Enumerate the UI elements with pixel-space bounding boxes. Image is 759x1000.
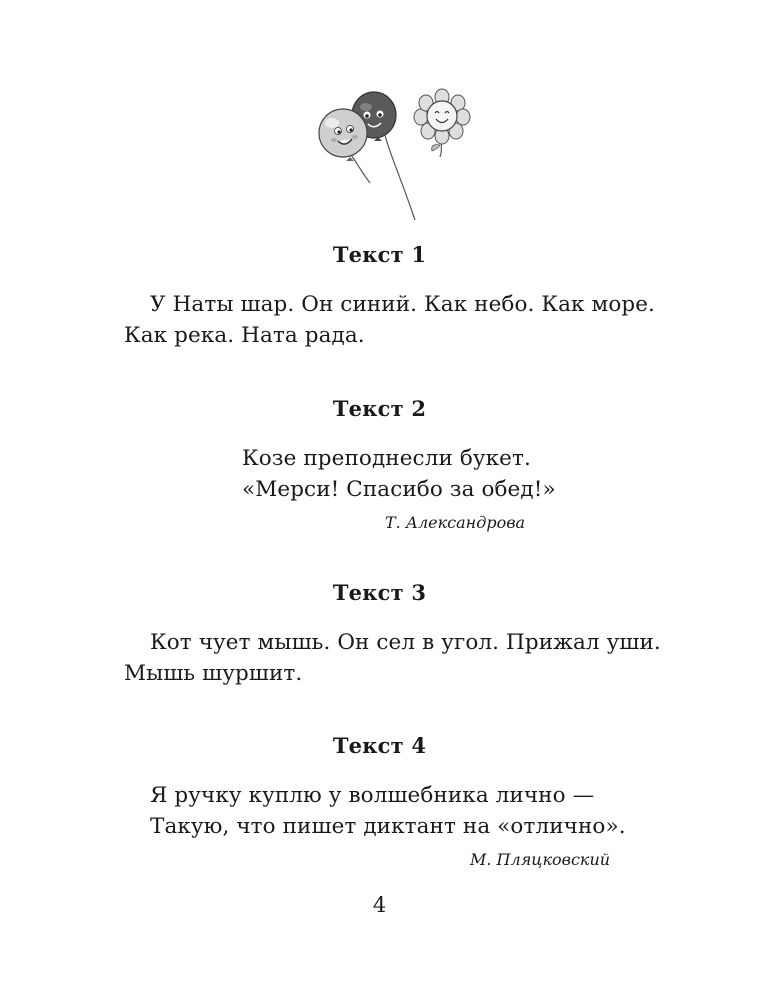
page-number: 4 (372, 893, 387, 917)
text2-line-2: «Мерси! Спасибо за обед!» (242, 477, 556, 502)
text1-heading: Текст 1 (332, 242, 427, 267)
text4-line-1: Я ручку куплю у волшебника лично — (150, 783, 595, 808)
text4-line-2: Такую, что пишет диктант на «отлично». (150, 814, 626, 839)
text4-author: М. Пляцковский (470, 850, 611, 869)
text3-heading: Текст 3 (332, 580, 427, 605)
text2-author: Т. Александрова (385, 513, 526, 532)
text2-line-1: Козе преподнесли букет. (242, 446, 531, 471)
text1-line-1: У Наты шар. Он синий. Как небо. Как море. (150, 292, 655, 317)
text4-heading: Текст 4 (332, 733, 427, 758)
text2-heading: Текст 2 (332, 396, 427, 421)
balloon-face-icon (319, 109, 370, 183)
text3-line-1: Кот чует мышь. Он сел в угол. Прижал уши. (150, 630, 661, 655)
text1-line-2: Как река. Ната рада. (124, 323, 365, 348)
flower-face-icon (414, 89, 470, 157)
text3-line-2: Мышь шуршит. (124, 661, 303, 686)
balloon-dark-face-icon (352, 92, 415, 220)
balloons-flower-illustration (310, 85, 480, 225)
